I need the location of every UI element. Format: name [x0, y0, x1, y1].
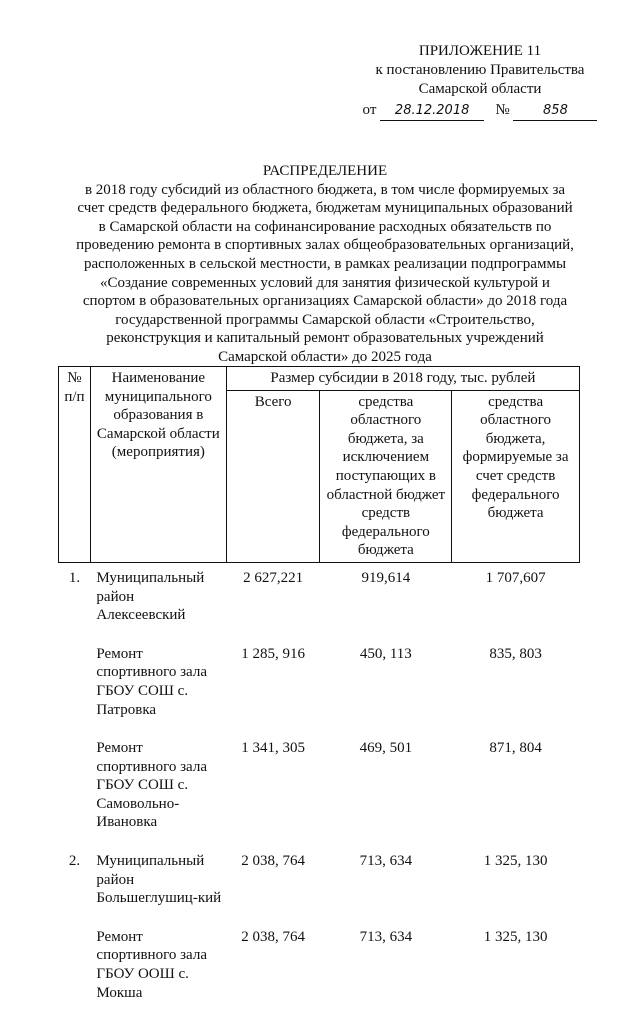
- header-total: Всего: [226, 390, 320, 562]
- heading-line: в Самарской области на софинансирование расходных обязательств по: [98, 218, 552, 235]
- table-row: [59, 645, 580, 739]
- row-number: [59, 739, 91, 852]
- heading-line: счет средств федерального бюджета, бюджетам муниципальных образований: [77, 200, 573, 217]
- heading-line: Самарской области» до 2025 года: [218, 348, 432, 365]
- row-regional: 450, 113: [359, 645, 412, 662]
- row-total: 2 627,221: [243, 569, 304, 586]
- number-value: 858: [513, 101, 597, 121]
- row-federal: 1 325, 130: [483, 928, 548, 945]
- row-name: Ремонт спортивного зала ГБОУ ООШ с. Мокша: [96, 928, 207, 1001]
- row-federal: 1 707,607: [485, 569, 546, 586]
- row-federal: 871, 804: [489, 740, 542, 757]
- heading-title: РАСПРЕДЕЛЕНИЕ: [262, 163, 388, 179]
- date-value: 28.12.2018: [380, 101, 484, 121]
- header-regional-funds: средства областного бюджета, за исключением поступающих в областной бюджет средств федерального бюджета: [320, 390, 452, 562]
- row-total: 2 038, 764: [241, 853, 305, 870]
- appendix-line-2: Самарской области: [418, 81, 542, 97]
- row-total: 1 341, 305: [241, 740, 305, 757]
- heading-line: проведению ремонта в спортивных залах общеобразовательных организаций,: [76, 237, 574, 254]
- document-heading: [40, 162, 610, 367]
- row-federal: 835, 803: [489, 645, 542, 662]
- appendix-line-1: к постановлению Правительства: [375, 62, 585, 78]
- subsidy-table: [58, 366, 580, 1022]
- header-number: № п/п: [59, 367, 91, 563]
- header-federal-funds: средства областного бюджета, формируемые за счет средств федерального бюджета: [452, 390, 580, 562]
- date-prefix: от: [362, 102, 377, 118]
- row-name: Ремонт спортивного зала ГБОУ СОШ с. Патровка: [96, 645, 207, 718]
- heading-line: «Создание современных условий для занятия физической культурой и: [100, 274, 550, 291]
- row-regional: 469, 501: [359, 740, 413, 757]
- number-prefix: №: [495, 102, 510, 118]
- row-number: [59, 645, 91, 739]
- row-regional: 919,614: [361, 569, 411, 586]
- table-row: [59, 739, 580, 852]
- row-regional: 713, 634: [359, 928, 413, 945]
- row-number: 2.: [68, 853, 81, 870]
- row-number: [59, 928, 91, 1022]
- table-row: [59, 562, 580, 644]
- table-row: [59, 928, 580, 1022]
- appendix-block: [350, 42, 610, 121]
- row-name: Муниципальный район Большеглушиц-кий: [96, 853, 222, 907]
- row-total: 2 038, 764: [241, 928, 305, 945]
- heading-line: спортом в образовательных организациях Самарской области» до 2018 года: [82, 293, 568, 310]
- heading-line: в 2018 году субсидий из областного бюджета, в том числе формируемых за: [84, 181, 566, 198]
- header-name: Наименование муниципального образования в Самарской области (мероприятия): [90, 367, 226, 563]
- row-name: Ремонт спортивного зала ГБОУ СОШ с. Самовольно-Ивановка: [96, 740, 207, 831]
- heading-line: государственной программы Самарской области «Строительство,: [115, 311, 535, 328]
- appendix-title: ПРИЛОЖЕНИЕ 11: [418, 43, 542, 59]
- row-number: 1.: [68, 569, 81, 586]
- table-row: [59, 852, 580, 928]
- row-regional: 713, 634: [359, 853, 413, 870]
- heading-line: расположенных в сельской местности, в рамках реализации подпрограммы: [83, 255, 567, 272]
- row-name: Муниципальный район Алексеевский: [96, 569, 205, 624]
- header-subsidy-size: Размер субсидии в 2018 году, тыс. рублей: [226, 367, 579, 391]
- row-federal: 1 325, 130: [483, 853, 548, 870]
- appendix-date-line: [350, 101, 610, 121]
- heading-line: реконструкция и капитальный ремонт образовательных учреждений: [106, 330, 544, 347]
- row-total: 1 285, 916: [241, 645, 305, 662]
